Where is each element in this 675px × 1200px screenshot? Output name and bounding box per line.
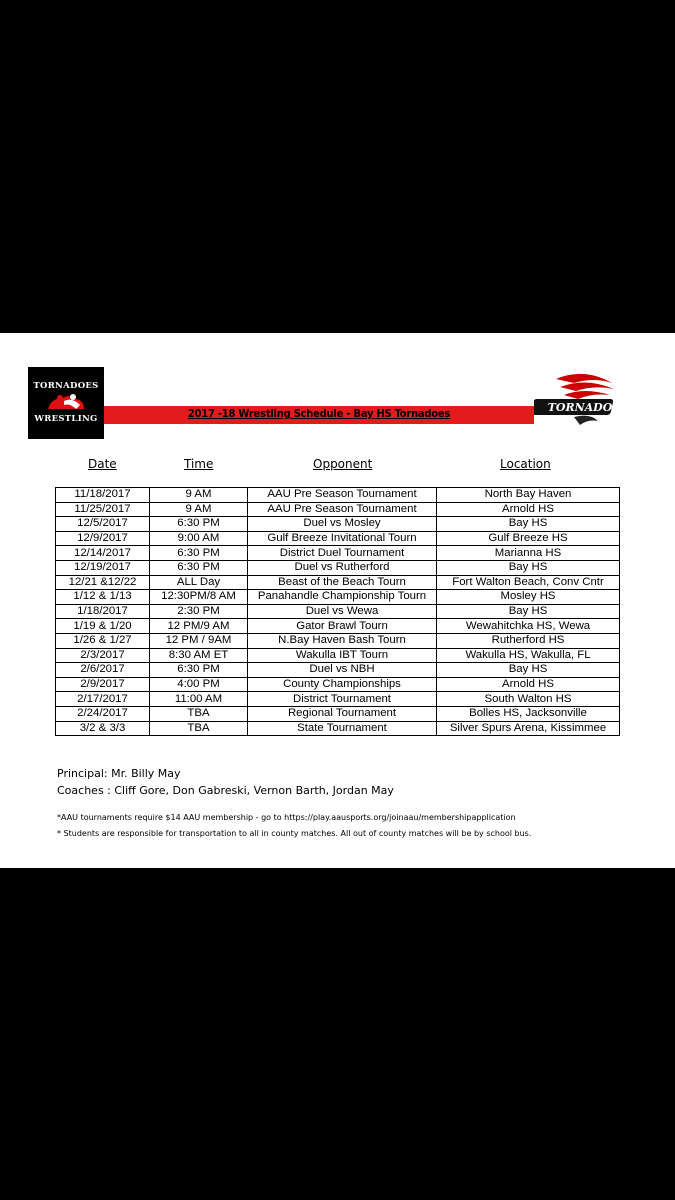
opponent-cell: Regional Tournament xyxy=(248,706,437,721)
time-cell: 6:30 PM xyxy=(150,546,248,561)
table-row xyxy=(56,692,620,707)
opponent-cell: Duel vs Mosley xyxy=(248,517,437,532)
date-cell: 2/6/2017 xyxy=(56,663,150,678)
opponent-cell: State Tournament xyxy=(248,721,437,736)
table-row xyxy=(56,546,620,561)
table-row xyxy=(56,575,620,590)
time-cell: 6:30 PM xyxy=(150,560,248,575)
header-date: Date xyxy=(88,457,117,471)
table-row xyxy=(56,721,620,736)
date-cell: 2/17/2017 xyxy=(56,692,150,707)
opponent-cell: District Tournament xyxy=(248,692,437,707)
location-cell: Rutherford HS xyxy=(437,633,620,648)
opponent-cell: Duel vs Wewa xyxy=(248,604,437,619)
tornado-logo-text: TORNADO xyxy=(547,401,613,414)
time-cell: 9 AM xyxy=(150,502,248,517)
tornado-mascot-icon xyxy=(534,369,626,439)
opponent-cell: County Championships xyxy=(248,677,437,692)
date-cell: 2/3/2017 xyxy=(56,648,150,663)
table-row xyxy=(56,633,620,648)
location-cell: Wewahitchka HS, Wewa xyxy=(437,619,620,634)
time-cell: 12 PM / 9AM xyxy=(150,633,248,648)
location-cell: Bay HS xyxy=(437,517,620,532)
location-cell: Arnold HS xyxy=(437,677,620,692)
opponent-cell: N.Bay Haven Bash Tourn xyxy=(248,633,437,648)
tornado-logo xyxy=(534,369,626,439)
date-cell: 11/25/2017 xyxy=(56,502,150,517)
location-cell: Wakulla HS, Wakulla, FL xyxy=(437,648,620,663)
date-cell: 1/26 & 1/27 xyxy=(56,633,150,648)
location-cell: Bolles HS, Jacksonville xyxy=(437,706,620,721)
wrestlers-icon xyxy=(44,391,88,413)
table-row xyxy=(56,560,620,575)
date-cell: 12/21 &12/22 xyxy=(56,575,150,590)
date-cell: 12/5/2017 xyxy=(56,517,150,532)
table-row xyxy=(56,619,620,634)
opponent-cell: Wakulla IBT Tourn xyxy=(248,648,437,663)
opponent-cell: Panahandle Championship Tourn xyxy=(248,590,437,605)
time-cell: TBA xyxy=(150,706,248,721)
time-cell: 8:30 AM ET xyxy=(150,648,248,663)
time-cell: 12 PM/9 AM xyxy=(150,619,248,634)
header-time: Time xyxy=(184,457,214,471)
header-opponent: Opponent xyxy=(313,457,373,471)
date-cell: 1/12 & 1/13 xyxy=(56,590,150,605)
header-location: Location xyxy=(500,457,551,471)
date-cell: 12/9/2017 xyxy=(56,531,150,546)
location-cell: Arnold HS xyxy=(437,502,620,517)
table-row xyxy=(56,517,620,532)
location-cell: Bay HS xyxy=(437,604,620,619)
tornadoes-wrestling-logo xyxy=(28,367,104,439)
principal-line: Principal: Mr. Billy May xyxy=(57,767,181,780)
date-cell: 1/18/2017 xyxy=(56,604,150,619)
aau-note: *AAU tournaments require $14 AAU membership - go to https://play.aausports.org/joinaau/membershipapplication xyxy=(57,813,516,822)
date-cell: 12/19/2017 xyxy=(56,560,150,575)
location-cell: Bay HS xyxy=(437,663,620,678)
date-cell: 11/18/2017 xyxy=(56,488,150,503)
date-cell: 2/9/2017 xyxy=(56,677,150,692)
time-cell: 4:00 PM xyxy=(150,677,248,692)
time-cell: 2:30 PM xyxy=(150,604,248,619)
table-row xyxy=(56,502,620,517)
opponent-cell: District Duel Tournament xyxy=(248,546,437,561)
time-cell: 11:00 AM xyxy=(150,692,248,707)
time-cell: ALL Day xyxy=(150,575,248,590)
date-cell: 1/19 & 1/20 xyxy=(56,619,150,634)
location-cell: Bay HS xyxy=(437,560,620,575)
table-row xyxy=(56,648,620,663)
table-row xyxy=(56,663,620,678)
time-cell: TBA xyxy=(150,721,248,736)
opponent-cell: Beast of the Beach Tourn xyxy=(248,575,437,590)
location-cell: Marianna HS xyxy=(437,546,620,561)
opponent-cell: Gulf Breeze Invitational Tourn xyxy=(248,531,437,546)
location-cell: North Bay Haven xyxy=(437,488,620,503)
opponent-cell: Gator Brawl Tourn xyxy=(248,619,437,634)
time-cell: 9 AM xyxy=(150,488,248,503)
time-cell: 6:30 PM xyxy=(150,663,248,678)
coaches-line: Coaches : Cliff Gore, Don Gabreski, Vernon Barth, Jordan May xyxy=(57,784,394,797)
location-cell: Fort Walton Beach, Conv Cntr xyxy=(437,575,620,590)
transport-note: * Students are responsible for transportation to all in county matches. All out of county matches will be by school bus. xyxy=(57,829,532,838)
table-row xyxy=(56,590,620,605)
location-cell: Gulf Breeze HS xyxy=(437,531,620,546)
schedule-title: 2017 -18 Wrestling Schedule - Bay HS Tornadoes xyxy=(187,407,451,420)
logo-bottom-text: WRESTLING xyxy=(34,414,98,424)
table-row xyxy=(56,531,620,546)
date-cell: 2/24/2017 xyxy=(56,706,150,721)
date-cell: 3/2 & 3/3 xyxy=(56,721,150,736)
opponent-cell: Duel vs NBH xyxy=(248,663,437,678)
opponent-cell: AAU Pre Season Tournament xyxy=(248,488,437,503)
opponent-cell: Duel vs Rutherford xyxy=(248,560,437,575)
title-banner xyxy=(104,406,534,424)
location-cell: Mosley HS xyxy=(437,590,620,605)
opponent-cell: AAU Pre Season Tournament xyxy=(248,502,437,517)
time-cell: 6:30 PM xyxy=(150,517,248,532)
location-cell: South Walton HS xyxy=(437,692,620,707)
table-row xyxy=(56,677,620,692)
table-row xyxy=(56,604,620,619)
schedule-document xyxy=(0,333,675,868)
schedule-table xyxy=(55,487,620,736)
table-row xyxy=(56,706,620,721)
location-cell: Silver Spurs Arena, Kissimmee xyxy=(437,721,620,736)
time-cell: 9:00 AM xyxy=(150,531,248,546)
time-cell: 12:30PM/8 AM xyxy=(150,590,248,605)
table-row xyxy=(56,488,620,503)
logo-top-text: TORNADOES xyxy=(33,381,99,391)
date-cell: 12/14/2017 xyxy=(56,546,150,561)
